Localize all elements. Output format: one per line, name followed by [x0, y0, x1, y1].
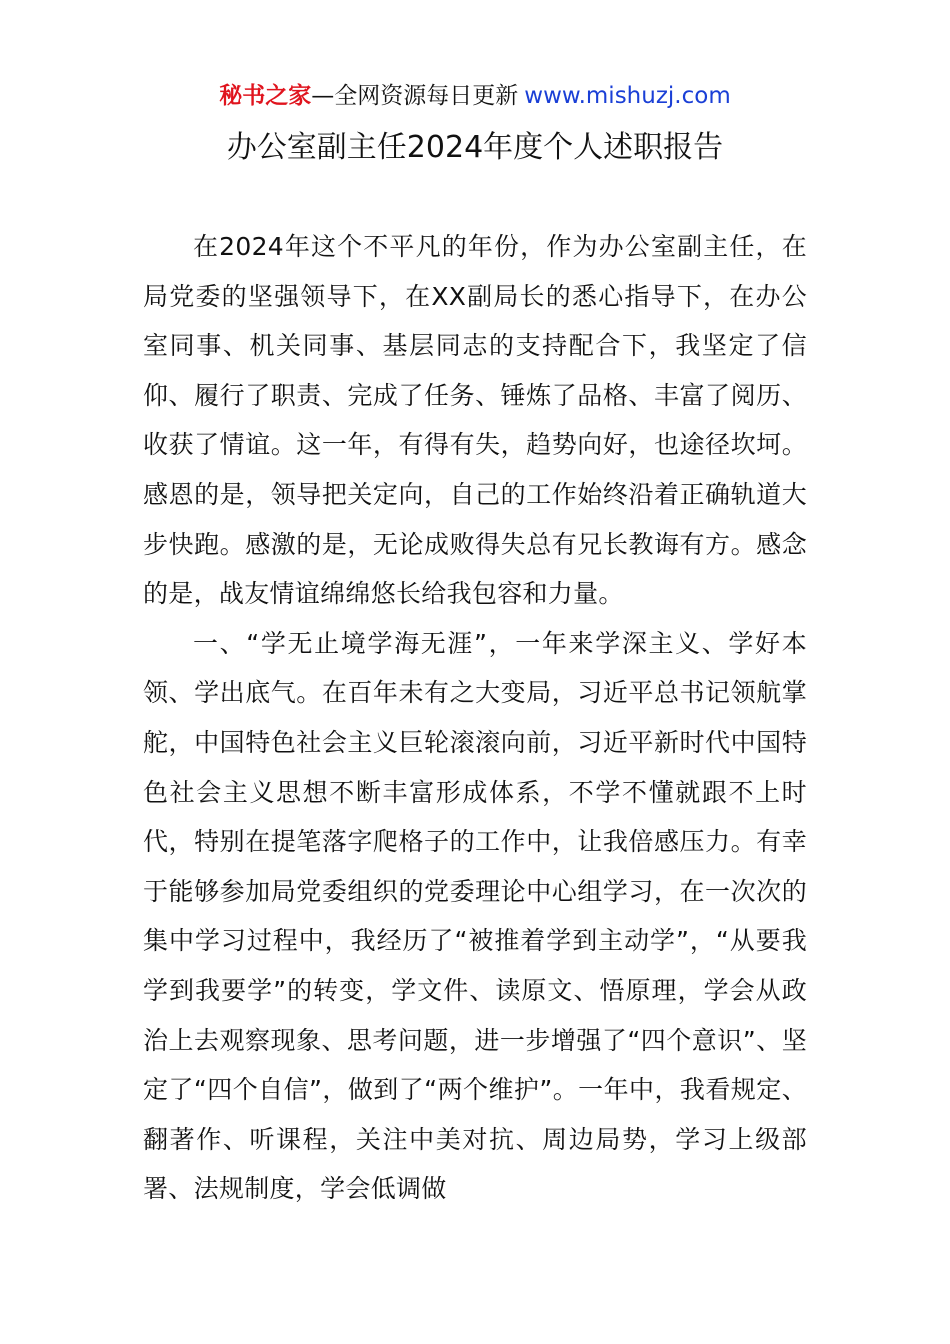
site-brand: 秘书之家: [219, 83, 312, 109]
paragraph-intro: 在2024年这个不平凡的年份，作为办公室副主任，在局党委的坚强领导下，在XX副局长的悉心指导下，在办公室同事、机关同事、基层同志的支持配合下，我坚定了信仰、履行了职责、完成了任务、锤炼了品格、丰富了阅历、收获了情谊。这一年，有得有失，趋势向好，也途径坎坷。感恩的是，领导把关定向，自己的工作始终沿着正确轨道大步快跑。感激的是，无论成败得失总有兄长教诲有方。感念的是，战友情谊绵绵悠长给我包容和力量。: [143, 232, 807, 609]
document-body: [143, 222, 807, 1214]
site-url-link[interactable]: www.mishuzj.com: [524, 83, 731, 109]
site-header: [0, 80, 950, 112]
site-tagline: —全网资源每日更新: [311, 83, 519, 109]
paragraph-section-one: 一、“学无止境学海无涯”，一年来学深主义、学好本领、学出底气。在百年未有之大变局，习近平总书记领航掌舵，中国特色社会主义巨轮滚滚向前，习近平新时代中国特色社会主义思想不断丰富形成体系，不学不懂就跟不上时代，特别在提笔落字爬格子的工作中，让我倍感压力。有幸于能够参加局党委组织的党委理论中心组学习，在一次次的集中学习过程中，我经历了“被推着学到主动学”，“从要我学到我要学”的转变，学文件、读原文、悟原理，学会从政治上去观察现象、思考问题，进一步增强了“四个意识”、坚定了“四个自信”，做到了“两个维护”。一年中，我看规定、翻著作、听课程，关注中美对抗、周边局势，学习上级部署、法规制度，学会低调做: [143, 628, 807, 1204]
document-title: 办公室副主任2024年度个人述职报告: [226, 130, 724, 165]
